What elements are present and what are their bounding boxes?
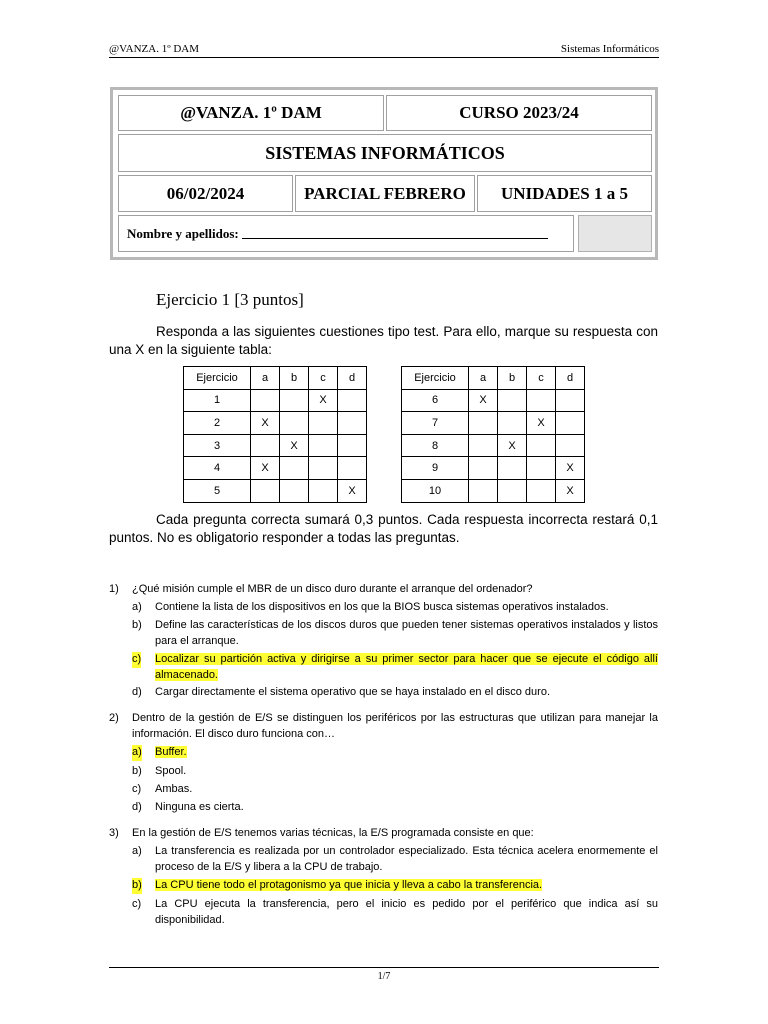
header-left-text: @VANZA. 1º DAM bbox=[109, 43, 200, 55]
answer-table-header-row bbox=[184, 367, 367, 390]
header-cell-exercise: Ejercicio bbox=[402, 367, 469, 390]
question-number-cell: 6 bbox=[402, 389, 469, 412]
school-cell: @VANZA. 1º DAM bbox=[118, 95, 384, 131]
question-number-cell: 10 bbox=[402, 479, 469, 502]
page-number: 1/7 bbox=[377, 971, 391, 982]
answer-mark-cell[interactable] bbox=[556, 434, 585, 457]
answer-mark-cell[interactable]: X bbox=[251, 412, 280, 435]
question-3-option-a: a) La transferencia es realizada por un controlador especializado. Esta técnica acelera enormemente el proceso de la E/S y libera a la CPU de trabajo. bbox=[132, 845, 658, 873]
answer-mark-cell[interactable] bbox=[498, 457, 527, 480]
answer-table-row bbox=[402, 412, 585, 435]
question-1-option-a: a) Contiene la lista de los dispositivos en los que la BIOS busca sistemas operativos instalados. bbox=[132, 601, 609, 613]
answer-mark-cell[interactable] bbox=[280, 457, 309, 480]
question-number-cell: 9 bbox=[402, 457, 469, 480]
answer-mark-cell[interactable]: X bbox=[309, 389, 338, 412]
answer-mark-cell[interactable] bbox=[498, 389, 527, 412]
answer-mark-cell[interactable] bbox=[556, 412, 585, 435]
header-right-text: Sistemas Informáticos bbox=[560, 43, 659, 55]
answer-table-right bbox=[401, 366, 585, 503]
question-2-option-b: b) Spool. bbox=[132, 765, 187, 777]
question-3-option-c: c) La CPU ejecuta la transferencia, pero el inicio es pedido por el periférico que indica así su disponibilidad. bbox=[132, 898, 658, 926]
answer-mark-cell[interactable] bbox=[338, 389, 367, 412]
answer-mark-cell[interactable]: X bbox=[280, 434, 309, 457]
scoring-note: Cada pregunta correcta sumará 0,3 puntos. Cada respuesta incorrecta restará 0,1 puntos. No es obligatorio responder a todas las preguntas. bbox=[109, 512, 658, 545]
question-number-cell: 2 bbox=[184, 412, 251, 435]
running-header bbox=[109, 44, 659, 58]
answer-table-row bbox=[402, 389, 585, 412]
answer-mark-cell[interactable] bbox=[469, 479, 498, 502]
answer-mark-cell[interactable] bbox=[338, 434, 367, 457]
answer-mark-cell[interactable] bbox=[469, 457, 498, 480]
answer-table-left bbox=[183, 366, 367, 503]
name-field[interactable] bbox=[118, 215, 574, 252]
question-1-option-b: b) Define las características de los discos duros que pueden tener sistemas operativos instalados y listos para el arranque. bbox=[132, 619, 658, 647]
exercise-title: Ejercicio 1 [3 puntos] bbox=[156, 290, 304, 309]
question-number-cell: 1 bbox=[184, 389, 251, 412]
question-number-cell: 3 bbox=[184, 434, 251, 457]
answer-table-header-row bbox=[402, 367, 585, 390]
exam-title-box bbox=[110, 87, 658, 260]
header-cell-option: a bbox=[469, 367, 498, 390]
answer-mark-cell[interactable] bbox=[527, 434, 556, 457]
answer-mark-cell[interactable]: X bbox=[469, 389, 498, 412]
question-2-option-c: c) Ambas. bbox=[132, 783, 193, 795]
answer-mark-cell[interactable] bbox=[556, 389, 585, 412]
name-blank-line bbox=[242, 228, 548, 239]
answer-table-row bbox=[184, 389, 367, 412]
answer-mark-cell[interactable] bbox=[338, 412, 367, 435]
answer-mark-cell[interactable] bbox=[309, 457, 338, 480]
answer-table-row bbox=[402, 479, 585, 502]
question-1-option-d: d) Cargar directamente el sistema operativo que se haya instalado en el disco duro. bbox=[132, 686, 551, 698]
answer-mark-cell[interactable] bbox=[338, 457, 367, 480]
answer-mark-cell[interactable] bbox=[280, 479, 309, 502]
answer-mark-cell[interactable] bbox=[251, 434, 280, 457]
answer-mark-cell[interactable] bbox=[280, 389, 309, 412]
question-1-option-c-highlighted: c) Localizar su partición activa y dirigirse a su primer sector para hacer que se ejecute el código allí almacenado. bbox=[132, 653, 658, 681]
question-number-cell: 5 bbox=[184, 479, 251, 502]
answer-mark-cell[interactable] bbox=[309, 479, 338, 502]
question-1: 1) ¿Qué misión cumple el MBR de un disco duro durante el arranque del ordenador? bbox=[109, 583, 533, 595]
exam-type-cell: PARCIAL FEBRERO bbox=[295, 175, 475, 212]
answer-mark-cell[interactable]: X bbox=[338, 479, 367, 502]
answer-mark-cell[interactable]: X bbox=[527, 412, 556, 435]
answer-mark-cell[interactable] bbox=[469, 412, 498, 435]
header-cell-option: b bbox=[498, 367, 527, 390]
units-cell: UNIDADES 1 a 5 bbox=[477, 175, 652, 212]
answer-table-row bbox=[402, 434, 585, 457]
name-label: Nombre y apellidos: bbox=[127, 225, 239, 241]
question-3: 3) En la gestión de E/S tenemos varias técnicas, la E/S programada consiste en que: bbox=[109, 827, 534, 839]
course-cell: CURSO 2023/24 bbox=[386, 95, 652, 131]
answer-mark-cell[interactable] bbox=[527, 389, 556, 412]
header-cell-option: d bbox=[338, 367, 367, 390]
answer-table-row bbox=[184, 434, 367, 457]
subject-cell: SISTEMAS INFORMÁTICOS bbox=[118, 134, 652, 172]
header-cell-option: c bbox=[309, 367, 338, 390]
header-cell-option: c bbox=[527, 367, 556, 390]
grade-box bbox=[578, 215, 652, 252]
question-number-cell: 8 bbox=[402, 434, 469, 457]
answer-mark-cell[interactable] bbox=[251, 389, 280, 412]
answer-table-row bbox=[184, 479, 367, 502]
answer-mark-cell[interactable] bbox=[251, 479, 280, 502]
answer-table-row bbox=[184, 457, 367, 480]
answer-mark-cell[interactable] bbox=[309, 434, 338, 457]
answer-mark-cell[interactable] bbox=[527, 457, 556, 480]
answer-mark-cell[interactable] bbox=[498, 412, 527, 435]
answer-mark-cell[interactable] bbox=[527, 479, 556, 502]
question-3-option-b-highlighted: b) La CPU tiene todo el protagonismo ya que inicia y lleva a cabo la transferencia. bbox=[132, 878, 658, 894]
header-cell-option: d bbox=[556, 367, 585, 390]
answer-mark-cell[interactable] bbox=[280, 412, 309, 435]
question-2-option-a-highlighted: a) Buffer. bbox=[132, 745, 658, 761]
answer-mark-cell[interactable]: X bbox=[251, 457, 280, 480]
question-2: 2) Dentro de la gestión de E/S se distinguen los periféricos por las estructuras que utilizan para manejar la información. El disco duro funciona con… bbox=[109, 712, 658, 740]
question-2-option-d: d) Ninguna es cierta. bbox=[132, 801, 244, 813]
page-footer bbox=[109, 967, 659, 982]
answer-mark-cell[interactable] bbox=[309, 412, 338, 435]
header-cell-option: a bbox=[251, 367, 280, 390]
date-cell: 06/02/2024 bbox=[118, 175, 293, 212]
exercise-intro: Responda a las siguientes cuestiones tipo test. Para ello, marque su respuesta con una X en la siguiente tabla: bbox=[109, 324, 658, 357]
answer-mark-cell[interactable] bbox=[498, 479, 527, 502]
answer-mark-cell[interactable] bbox=[469, 434, 498, 457]
header-cell-exercise: Ejercicio bbox=[184, 367, 251, 390]
header-cell-option: b bbox=[280, 367, 309, 390]
question-number-cell: 7 bbox=[402, 412, 469, 435]
answer-mark-cell[interactable]: X bbox=[556, 457, 585, 480]
answer-table-row bbox=[184, 412, 367, 435]
answer-mark-cell[interactable]: X bbox=[556, 479, 585, 502]
answer-table-row bbox=[402, 457, 585, 480]
answer-mark-cell[interactable]: X bbox=[498, 434, 527, 457]
question-number-cell: 4 bbox=[184, 457, 251, 480]
